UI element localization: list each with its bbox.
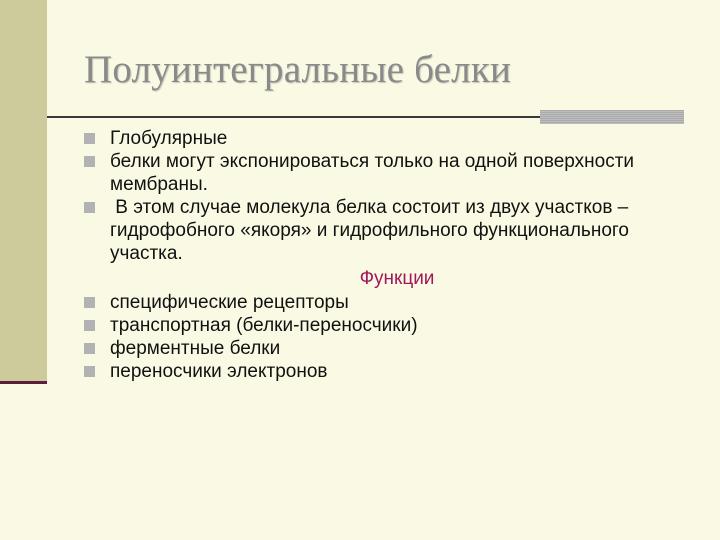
bullet-item-exposure (84, 150, 684, 196)
bullet-item-receptors (84, 291, 684, 314)
bullet-text: белки могут экспонироваться только на одной поверхности мембраны. (110, 151, 635, 195)
square-bullet-icon (84, 202, 95, 213)
title-underline-rule (47, 116, 540, 118)
bullet-text: ферментные белки (110, 338, 281, 359)
left-decorative-band (0, 0, 47, 383)
square-bullet-icon (84, 343, 95, 354)
functions-heading: Функции (359, 268, 435, 289)
bullet-item-globular (84, 127, 684, 150)
square-bullet-icon (84, 366, 95, 377)
square-bullet-icon (84, 156, 95, 167)
bullet-item-enzymes (84, 337, 684, 360)
bullet-item-transport (84, 314, 684, 337)
slide-title: Полуинтегральные белки (84, 48, 512, 91)
square-bullet-icon (84, 133, 95, 144)
slide-bullet-list (84, 127, 684, 383)
square-bullet-icon (84, 320, 95, 331)
bullet-text: транспортная (белки-переносчики) (110, 315, 418, 336)
bullet-item-structure (84, 196, 684, 265)
bullet-text: В этом случае молекула белка состоит из двух участков – гидрофобного «якоря» и гидрофильного функционального участка. (110, 197, 635, 264)
left-band-rule (0, 381, 47, 384)
bullet-text: переносчики электронов (110, 361, 328, 382)
bullet-text: специфические рецепторы (110, 292, 349, 313)
bullet-item-electron-carriers (84, 360, 684, 383)
title-rule-accent (540, 110, 684, 124)
square-bullet-icon (84, 297, 95, 308)
bullet-text: Глобулярные (110, 128, 228, 149)
